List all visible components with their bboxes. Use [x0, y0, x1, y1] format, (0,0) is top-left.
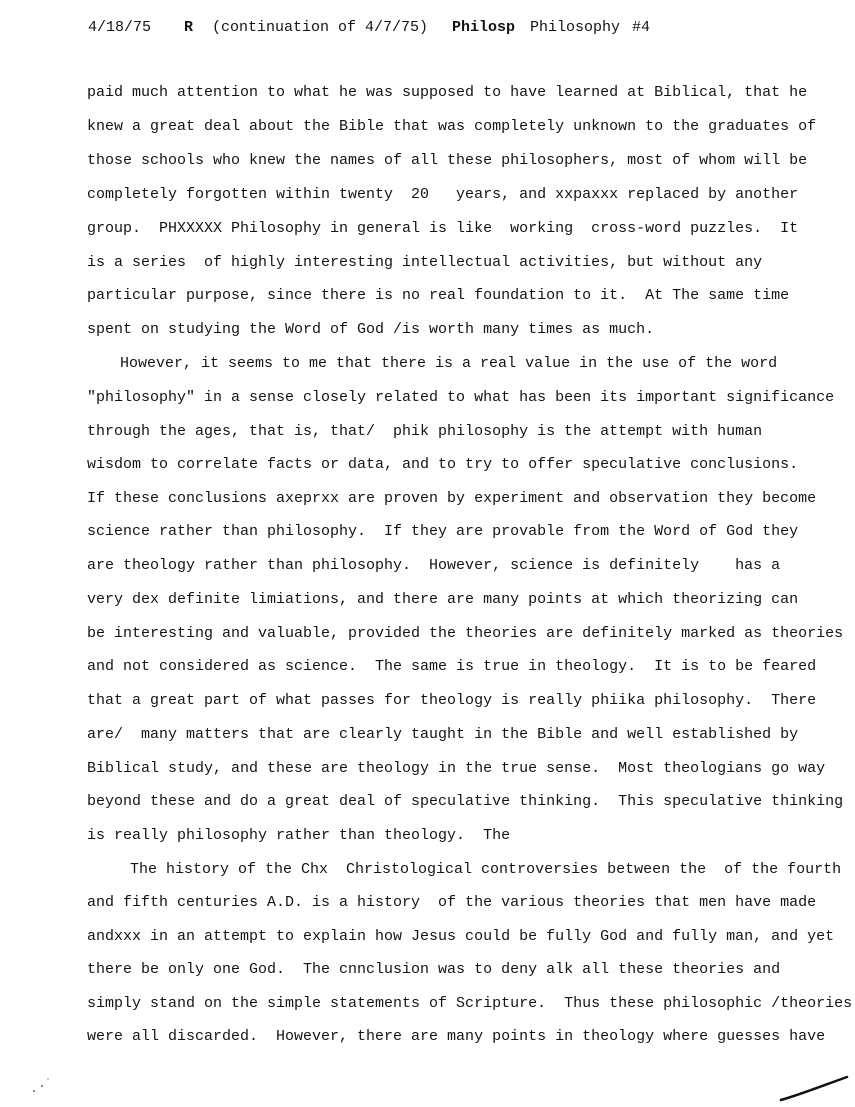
ink-specks — [30, 1075, 60, 1095]
text-line: If these conclusions axeprxx are proven by experiment and observation they become — [87, 490, 817, 507]
header-struck-word: Philosp — [452, 19, 516, 36]
text-line: beyond these and do a great deal of speculative thinking. This speculative thinking — [87, 793, 844, 810]
header-initial: R — [184, 19, 194, 36]
text-line: and fifth centuries A.D. is a history of the various theories that men have made — [87, 894, 817, 911]
page-header — [88, 16, 808, 40]
text-line: there be only one God. The cnnclusion was to deny alk all these theories and — [87, 961, 781, 978]
text-line: andxxx in an attempt to explain how Jesus could be fully God and fully man, and yet — [87, 928, 835, 945]
text-line: particular purpose, since there is no real foundation to it. At The same time — [87, 287, 790, 304]
text-line: those schools who knew the names of all these philosophers, most of whom will be — [87, 152, 808, 169]
text-line: science rather than philosophy. If they are provable from the Word of God they — [87, 523, 799, 540]
text-line: were all discarded. However, there are many points in theology where guesses have — [87, 1028, 826, 1045]
text-line: that a great part of what passes for theology is really phiika philosophy. There — [87, 692, 817, 709]
text-line: be interesting and valuable, provided the theories are definitely marked as theories — [87, 625, 844, 642]
header-date: 4/18/75 — [88, 19, 152, 36]
text-line: wisdom to correlate facts or data, and to try to offer speculative conclusions. — [87, 456, 799, 473]
text-line: simply stand on the simple statements of Scripture. Thus these philosophic /theories — [87, 995, 853, 1012]
text-line: are theology rather than philosophy. However, science is definitely has a — [87, 557, 781, 574]
text-line: completely forgotten within twenty 20 years, and xxpaxxx replaced by another — [87, 186, 799, 203]
text-line: very dex definite limiations, and there are many points at which theorizing can — [87, 591, 799, 608]
header-title: Philosophy — [530, 19, 621, 36]
text-line: is really philosophy rather than theology. The — [87, 827, 511, 844]
text-line: are/ many matters that are clearly taught in the Bible and well established by — [87, 726, 799, 743]
text-line: spent on studying the Word of God /is worth many times as much. — [87, 321, 655, 338]
text-line: paid much attention to what he was supposed to have learned at Biblical, that he — [87, 84, 808, 101]
text-line: and not considered as science. The same is true in theology. It is to be feared — [87, 658, 817, 675]
paragraph-start: The history of the Chx Christological controversies between the of the fourth — [130, 861, 842, 878]
text-line: group. PHXXXXX Philosophy in general is like working cross-word puzzles. It — [87, 220, 799, 237]
text-line: through the ages, that is, that/ phik philosophy is the attempt with human — [87, 423, 763, 440]
text-line: is a series of highly interesting intellectual activities, but without any — [87, 254, 763, 271]
text-line: knew a great deal about the Bible that was completely unknown to the graduates of — [87, 118, 817, 135]
pen-stroke-mark — [779, 1073, 849, 1103]
text-line: "philosophy" in a sense closely related to what has been its important significance — [87, 389, 835, 406]
text-line: Biblical study, and these are theology in the true sense. Most theologians go way — [87, 760, 826, 777]
header-page-number: #4 — [632, 19, 651, 36]
header-continuation: (continuation of 4/7/75) — [212, 19, 429, 36]
paragraph-start: However, it seems to me that there is a real value in the use of the word — [120, 355, 778, 372]
